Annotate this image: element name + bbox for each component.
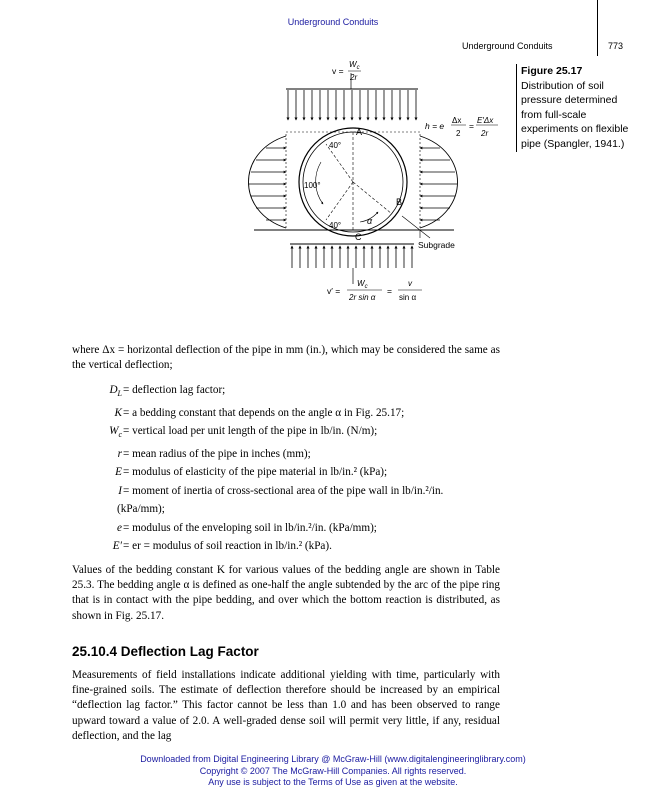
soil-pressure-figure [226,52,526,302]
svg-text:v′ =: v′ = [327,286,341,296]
header-rule [597,0,598,56]
paragraph-where: where Δx = horizontal deflection of the pipe in mm (in.), which may be considered the same as the vertical deflection; [72,344,500,372]
definition-row [72,422,512,445]
footer-terms-link[interactable]: Any use is subject to the Terms of Use as given at the website. [208,777,458,788]
definition-continuation: (kPa/mm); [117,503,165,516]
section-heading: 25.10.4 Deflection Lag Factor [72,644,259,659]
definition-symbol: I [118,484,122,497]
figure-caption [516,64,631,152]
definition-symbol: W [109,425,119,438]
paragraph-deflection-lag: Measurements of field installations indicate additional yielding with time, particularly with fine-grained soils. The estimate of deflection therefore should be increased by an empirical “deflection lag factor.” This factor cannot be less than 1.0 and has been observed to range upward toward a value of 2.0. A well-graded dense soil will permit very little, if any, residual deflection, and the lag [72,669,500,742]
definition-symbol: D [109,384,118,396]
figure-caption-text: Distribution of soil pressure determined from full-scale experiments on flexible pipe (Spangler, 1941.) [521,79,629,150]
svg-text:Wc: $W_c$ [357,279,368,290]
definition-symbol: r [117,447,122,460]
svg-text:=: = [469,121,474,131]
top-link-note[interactable]: Underground Conduits [287,17,379,27]
footer-copyright: Copyright © 2007 The McGraw-Hill Companies. All rights reserved. [199,765,467,776]
svg-text:2r: 2r [481,129,489,138]
definition-row [72,482,512,501]
subgrade-label: Subgrade [418,240,455,250]
bottom-reaction-arrows [292,246,412,268]
svg-text:40°: 40° [329,221,342,230]
svg-text:2r sin α: 2r sin α [349,293,376,302]
definition-row [72,463,512,482]
svg-text:=: = [387,286,392,296]
running-head: Underground Conduits [462,41,553,51]
svg-text:2r: 2r [350,73,358,82]
definition-row [72,445,512,464]
top-v-eq: v = [332,66,344,76]
svg-text:Δx: Δx [452,116,462,125]
definition-text: = modulus of elasticity of the pipe material in lb/in.² (kPa); [123,466,388,479]
svg-text:40°: 40° [329,141,342,150]
definition-row [72,381,512,404]
definition-subscript: L [117,389,122,399]
point-b: B [396,197,403,207]
footer [0,754,666,789]
svg-text:Wc: $W_c$ [349,60,360,71]
point-a: A [356,127,363,137]
figure-title: Figure 25.17 [521,65,583,77]
svg-text:100°: 100° [304,181,321,190]
definition-row [72,519,512,538]
definition-text: = mean radius of the pipe in inches (mm); [123,447,311,460]
definition-text: = er = modulus of soil reaction in lb/in.² (kPa). [123,540,332,553]
definition-text: = moment of inertia of cross-sectional area of the pipe wall in lb/in.²/in. [123,484,444,497]
definition-symbol: K [114,406,122,419]
definition-symbol: E [115,466,122,479]
definition-subscript: c [118,430,122,440]
definition-text: = vertical load per unit length of the pipe in lb/in. (N/m); [123,425,378,438]
svg-text:α: α [367,216,373,226]
point-c: C [355,232,362,242]
definition-symbol: e [117,521,122,534]
svg-text:v: v [408,279,412,288]
h-eq: h = e [425,121,445,131]
definition-list [72,381,512,556]
definition-text: = modulus of the enveloping soil in lb/in.²/in. (kPa/mm); [123,521,377,534]
definition-row [72,537,512,556]
top-load-arrows [288,90,416,120]
definition-text: = a bedding constant that depends on the angle α in Fig. 25.17; [123,406,405,419]
svg-text:E′Δx: E′Δx [477,116,494,125]
definition-symbol: E′ [112,540,122,553]
paragraph-bedding: Values of the bedding constant K for various values of the bedding angle are shown in Table 25.3. The bedding angle α is defined as one-half the angle subtended by the arc of the pipe ring that is in contact with the pipe bedding, and over which the bottom reaction is distributed, as shown in Fig. 25.17. [72,564,500,622]
definition-text: = deflection lag factor; [123,384,226,396]
svg-text:sin α: sin α [399,293,417,302]
definition-row [72,404,512,423]
footer-download-link[interactable]: Downloaded from Digital Engineering Library @ McGraw-Hill (www.digitalengineeringlibrary.com) [140,754,526,764]
svg-text:2: 2 [456,129,461,138]
page-number: 773 [608,41,624,51]
